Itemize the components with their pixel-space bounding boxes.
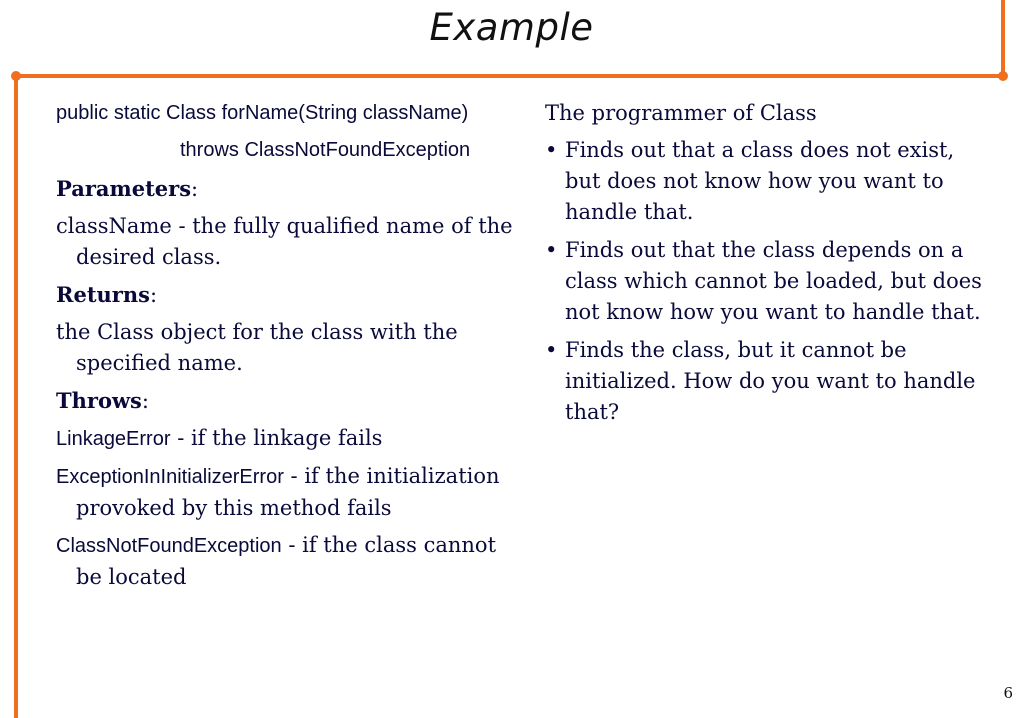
right-column [545,98,990,435]
left-border-line [14,78,18,718]
slide-title: Example [429,6,594,49]
right-border-line [1001,0,1005,76]
bullet-text: Finds out that a class does not exist, but does not know how you want to handle that. [565,138,955,224]
returns-heading-label: Returns [56,282,150,307]
exception-description: - if the initialization provoked by this method fails [76,464,500,520]
right-corner-dot [998,71,1008,81]
bullet-text: Finds out that the class depends on a class which cannot be loaded, but does not know how you want to handle that. [565,238,982,324]
exception-name: LinkageError [56,428,171,450]
right-intro-text: The programmer of Class [545,101,817,125]
returns-heading [56,279,516,311]
exception-name: ClassNotFoundException [56,535,282,557]
exception-description: - if the linkage fails [170,426,383,450]
throws-item [56,461,516,524]
throws-heading-colon: : [141,389,149,413]
bullet-text: Finds the class, but it cannot be initialized. How do you want to handle that? [565,338,976,424]
returns-description: the Class object for the class with the specified name. [56,320,458,375]
bullet-item [545,235,990,328]
returns-heading-colon: : [149,283,158,307]
bullet-icon: • [545,338,558,362]
left-corner-dot [11,71,21,81]
parameters-heading-colon: : [191,177,199,201]
exception-name: ExceptionInInitializerError [56,466,284,488]
bullet-icon: • [545,138,558,162]
parameter-description: className - the fully qualified name of the desired class. [56,214,513,269]
method-signature-line2: throws ClassNotFoundException [180,139,471,161]
left-column [56,98,516,599]
exception-description: - if the class cannot be located [76,533,497,589]
parameters-heading-label: Parameters [56,176,192,201]
bullet-icon: • [545,238,558,262]
throws-item [56,530,516,593]
page-number: 6 [1003,684,1013,702]
title-divider-line [17,74,1004,78]
bullet-item [545,135,990,228]
bullet-item [545,335,990,428]
throws-heading [56,385,516,417]
throws-heading-label: Throws [56,388,142,413]
parameters-heading [56,173,516,205]
method-signature-line1: public static Class forName(String className) [56,102,469,124]
throws-item [56,423,516,455]
